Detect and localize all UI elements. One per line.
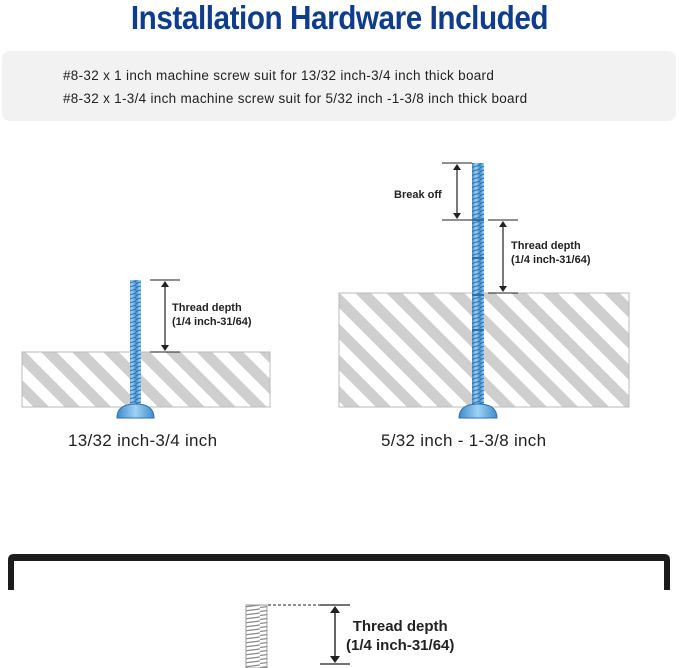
right-caption: 5/32 inch - 1-3/8 inch <box>381 431 547 450</box>
info-line-short-screw: #8-32 x 1 inch machine screw suit for 13/32 inch-3/4 inch thick board <box>63 68 495 83</box>
right-board-diagram <box>339 163 629 418</box>
left-board <box>22 352 270 407</box>
bar-handle <box>8 554 670 590</box>
left-caption: 13/32 inch-3/4 inch <box>68 431 218 450</box>
info-line-long-screw: #8-32 x 1-3/4 inch machine screw suit for 5/32 inch -1-3/8 inch thick board <box>63 91 528 106</box>
break-off-label: Break off <box>394 189 442 201</box>
left-thread-label: Thread depth (1/4 inch-31/64) <box>172 302 252 328</box>
page-title: Installation Hardware Included <box>130 0 549 36</box>
handle-thread-detail <box>246 605 350 668</box>
right-thread-label: Thread depth (1/4 inch-31/64) <box>511 240 591 266</box>
right-screw-shank <box>472 163 484 409</box>
left-screw-shank <box>130 280 141 408</box>
thread-spring <box>246 605 267 668</box>
handle-thread-label: Thread depth (1/4 inch-31/64) <box>346 618 455 654</box>
